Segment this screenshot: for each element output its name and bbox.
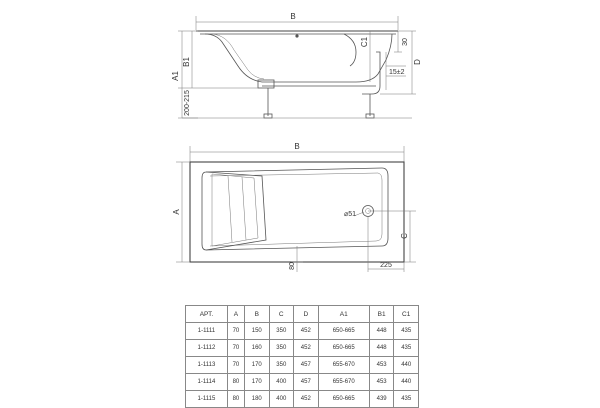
table-cell: 1-1111 [186,323,228,340]
side-dim-c1-label: C1 [360,36,369,48]
table-cell: 457 [294,374,319,391]
table-cell: 80 [227,374,244,391]
table-cell: 1-1115 [186,391,228,408]
table-header-row [186,306,419,323]
table-cell: 452 [294,323,319,340]
side-dim-d-label: D [413,59,422,65]
table-cell: 650-665 [318,323,369,340]
table-cell: 655-670 [318,374,369,391]
top-dim-c-label: C [400,233,409,239]
side-dim-30-label: 30 [402,38,409,46]
table-cell: 435 [394,323,419,340]
top-view [172,142,416,272]
header-c: C [269,306,294,323]
table-cell: 70 [227,323,244,340]
top-dim-drain-label: ⌀51 [344,211,357,218]
table-cell: 440 [394,374,419,391]
table-cell: 350 [269,357,294,374]
table-cell: 170 [244,374,269,391]
side-dim-legs-label: 200-215 [184,90,191,116]
table-cell: 435 [394,391,419,408]
spec-table [185,305,419,408]
table-cell: 400 [269,374,294,391]
table-cell: 180 [244,391,269,408]
table-cell: 435 [394,340,419,357]
overflow-icon [295,34,298,37]
table-cell: 1-1114 [186,374,228,391]
side-dim-a1-label: A1 [171,71,180,81]
table-cell: 1-1113 [186,357,228,374]
table-row [186,340,419,357]
table-cell: 400 [269,391,294,408]
side-view [171,12,422,118]
table-cell: 440 [394,357,419,374]
table-cell: 1-1112 [186,340,228,357]
table-cell: 150 [244,323,269,340]
table-row [186,323,419,340]
table-row [186,357,419,374]
table-cell: 350 [269,340,294,357]
header-b1: B1 [369,306,394,323]
top-dim-a-label: A [172,209,181,215]
side-dim-b1-label: B1 [182,57,191,67]
side-dim-15-label: 15±2 [389,69,405,76]
table-cell: 70 [227,340,244,357]
table-cell: 80 [227,391,244,408]
table-cell: 457 [294,357,319,374]
table-cell: 350 [269,323,294,340]
top-dim-80-label: 80 [289,262,296,270]
table-cell: 160 [244,340,269,357]
table-cell: 70 [227,357,244,374]
side-dim-b-label: B [290,12,296,21]
header-a: A [227,306,244,323]
table-cell: 655-670 [318,357,369,374]
table-row [186,391,419,408]
table-cell: 453 [369,357,394,374]
table-cell: 650-665 [318,391,369,408]
table-cell: 439 [369,391,394,408]
table-cell: 453 [369,374,394,391]
header-art: АРТ. [186,306,228,323]
table-cell: 650-665 [318,340,369,357]
header-d: D [294,306,319,323]
table-cell: 452 [294,340,319,357]
table-cell: 452 [294,391,319,408]
header-c1: C1 [394,306,419,323]
top-dim-225-label: 225 [380,262,392,269]
table-row [186,374,419,391]
table-cell: 170 [244,357,269,374]
table-cell: 448 [369,340,394,357]
header-b: B [244,306,269,323]
table-cell: 448 [369,323,394,340]
top-dim-b-label: B [294,142,300,151]
drain-pipe-icon [362,52,380,94]
header-a1: A1 [318,306,369,323]
